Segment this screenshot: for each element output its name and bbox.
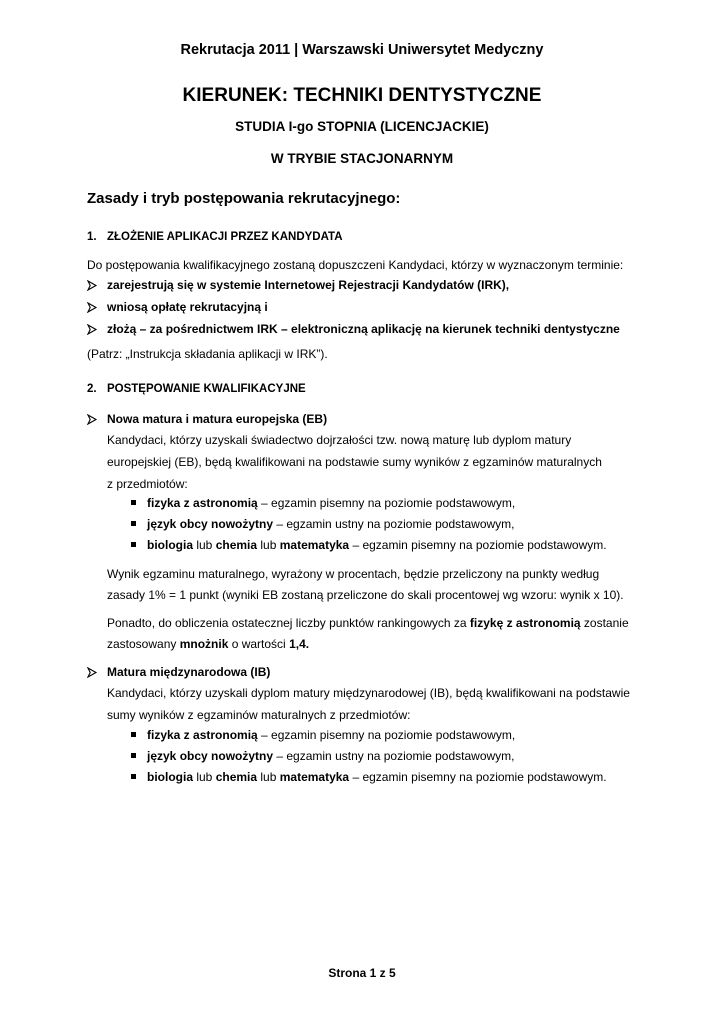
eb-paragraph-2-line-1: Wynik egzaminu maturalnego, wyrażony w procentach, będzie przeliczony na punkty według	[107, 567, 600, 581]
subject-text: język obcy nowożytny – egzamin ustny na poziomie podstawowym,	[147, 749, 515, 763]
section-1-intro: Do postępowania kwalifikacyjnego zostaną dopuszczeni Kandydaci, którzy w wyznaczonym terminie:	[87, 258, 624, 272]
square-bullet-icon	[131, 732, 136, 737]
square-bullet-icon	[131, 753, 136, 758]
subject-text: biologia lub chemia lub matematyka – egzamin pisemny na poziomie podstawowym.	[147, 538, 607, 552]
eb-paragraph-1-line-2: europejskiej (EB), będą kwalifikowani na podstawie sumy wyników z egzaminów maturalnych	[107, 455, 602, 469]
square-bullet-icon	[131, 521, 136, 526]
section-1-heading	[87, 231, 343, 243]
arrow-bullet-icon	[87, 302, 98, 313]
arrow-bullet-icon	[87, 414, 98, 425]
ib-paragraph-1-line-2: sumy wyników z egzaminów maturalnych z przedmiotów:	[107, 708, 411, 722]
eb-paragraph-2-line-2: zasady 1% = 1 punkt (wyniki EB zostaną przeliczone do skali procentowej wg wzoru: wynik x 10).	[107, 588, 624, 602]
section-1-number: 1.	[87, 231, 97, 243]
subtitle-study-mode: W TRYBIE STACJONARNYM	[270, 151, 454, 166]
subject-text: fizyka z astronomią – egzamin pisemny na poziomie podstawowym,	[147, 496, 516, 510]
eb-paragraph-3-line-1: Ponadto, do obliczenia ostatecznej liczby punktów rankingowych za fizykę z astronomią zostanie	[107, 616, 629, 630]
square-bullet-icon	[131, 774, 136, 779]
subject-text: biologia lub chemia lub matematyka – egzamin pisemny na poziomie podstawowym.	[147, 770, 607, 784]
arrow-bullet-icon	[87, 280, 98, 291]
section-1-note: (Patrz: „Instrukcja składania aplikacji w IRK”).	[87, 347, 328, 361]
ib-paragraph-1-line-1: Kandydaci, którzy uzyskali dyplom matury międzynarodowej (IB), będą kwalifikowani na podstawie	[107, 686, 630, 700]
list-item-text: złożą – za pośrednictwem IRK – elektroniczną aplikację na kierunek techniki dentystyczne	[107, 322, 620, 336]
square-bullet-icon	[131, 542, 136, 547]
rules-heading: Zasady i tryb postępowania rekrutacyjnego:	[87, 190, 401, 207]
eb-paragraph-1-line-3: z przedmiotów:	[107, 477, 188, 491]
subtitle-study-level: STUDIA I-go STOPNIA (LICENCJACKIE)	[235, 119, 489, 134]
section-2-number: 2.	[87, 383, 97, 395]
page-title: KIERUNEK: TECHNIKI DENTYSTYCZNE	[182, 85, 542, 106]
page-header: Rekrutacja 2011 | Warszawski Uniwersytet Medyczny	[180, 42, 544, 58]
eb-title: Nowa matura i matura europejska (EB)	[107, 412, 328, 426]
square-bullet-icon	[131, 500, 136, 505]
eb-paragraph-3-line-2: zastosowany mnożnik o wartości 1,4.	[107, 637, 310, 651]
section-2-title: POSTĘPOWANIE KWALIFIKACYJNE	[107, 383, 306, 395]
section-1-title: ZŁOŻENIE APLIKACJI PRZEZ KANDYDATA	[107, 231, 343, 243]
ib-title: Matura międzynarodowa (IB)	[107, 665, 271, 679]
list-item-text: zarejestrują się w systemie Internetowej Rejestracji Kandydatów (IRK),	[107, 278, 510, 292]
section-2-heading	[87, 383, 306, 395]
subject-text: język obcy nowożytny – egzamin ustny na poziomie podstawowym,	[147, 517, 515, 531]
page-number: Strona 1 z 5	[328, 966, 396, 980]
eb-paragraph-1-line-1: Kandydaci, którzy uzyskali świadectwo dojrzałości tzw. nową maturę lub dyplom matury	[107, 433, 572, 447]
arrow-bullet-icon	[87, 667, 98, 678]
arrow-bullet-icon	[87, 324, 98, 335]
subject-text: fizyka z astronomią – egzamin pisemny na poziomie podstawowym,	[147, 728, 516, 742]
list-item-text: wniosą opłatę rekrutacyjną i	[107, 300, 268, 314]
